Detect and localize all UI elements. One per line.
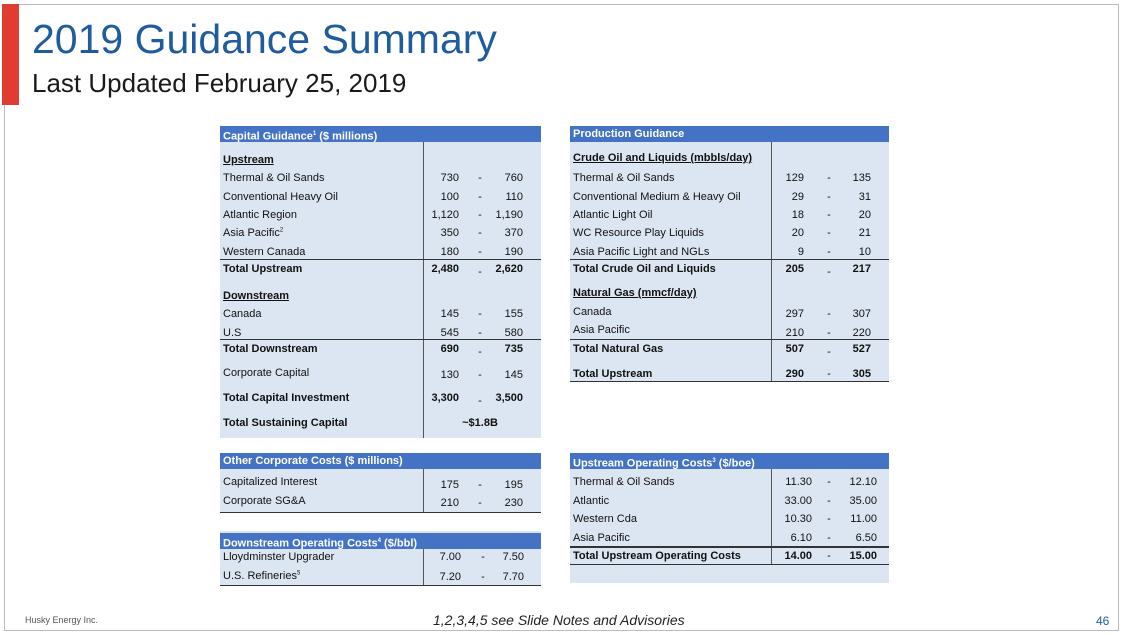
footnote-reference: 1,2,3,4,5 see Slide Notes and Advisories xyxy=(433,612,685,628)
total-downstream-label: Total Downstream xyxy=(223,343,318,355)
capital-guidance-panel xyxy=(220,126,541,438)
range-dash: - xyxy=(827,209,831,221)
range-dash: - xyxy=(478,266,482,278)
range-dash: - xyxy=(827,513,831,525)
range-dash: - xyxy=(478,369,482,381)
range-dash: - xyxy=(478,346,482,358)
range-high: 15.00 xyxy=(849,550,877,562)
table-row-label: Thermal & Oil Sands xyxy=(573,172,675,184)
range-low: 14.00 xyxy=(784,550,812,562)
range-low: 507 xyxy=(785,343,804,355)
table-row-label: Canada xyxy=(223,308,262,320)
range-high: 31 xyxy=(858,191,871,203)
range-low: 18 xyxy=(791,209,804,221)
range-low: 11.30 xyxy=(785,476,812,488)
range-low: 129 xyxy=(785,172,804,184)
capital-header-sup: 1 xyxy=(312,131,317,137)
range-low: 1,120 xyxy=(431,209,459,221)
capital-header-text: Capital Guidance xyxy=(223,130,313,143)
range-high: 580 xyxy=(504,327,523,339)
range-low: 730 xyxy=(440,172,459,184)
range-high: 110 xyxy=(505,191,523,203)
total-natural-gas-label: Total Natural Gas xyxy=(573,343,664,355)
table-row-label: Thermal & Oil Sands xyxy=(573,476,675,488)
range-dash: - xyxy=(827,191,831,203)
range-low: 210 xyxy=(785,327,804,339)
range-high: 135 xyxy=(852,172,871,184)
page-subtitle: Last Updated February 25, 2019 xyxy=(32,68,407,98)
range-dash: - xyxy=(827,308,831,320)
range-high: 195 xyxy=(504,479,523,491)
table-row-label xyxy=(223,570,300,582)
range-high: 527 xyxy=(852,343,871,355)
range-low: 20 xyxy=(791,227,804,239)
production-guidance-header: Production Guidance xyxy=(570,126,889,142)
range-high: 155 xyxy=(504,308,523,320)
range-dash: - xyxy=(478,172,482,184)
range-high: 35.00 xyxy=(849,495,877,507)
total-capital-investment-label: Total Capital Investment xyxy=(223,392,350,404)
downstream-costs-panel xyxy=(220,531,541,586)
range-dash: - xyxy=(827,266,831,278)
range-high: 7.70 xyxy=(502,571,524,583)
range-dash: - xyxy=(478,246,482,258)
table-row-label: Thermal & Oil Sands xyxy=(223,172,325,184)
range-dash: - xyxy=(478,209,482,221)
gas-section-title: Natural Gas (mmcf/day) xyxy=(573,287,697,299)
range-high: 230 xyxy=(504,497,523,509)
page-title: 2019 Guidance Summary xyxy=(32,16,497,62)
range-dash: - xyxy=(827,532,831,544)
range-low: 9 xyxy=(797,246,804,258)
table-row-label: Atlantic Light Oil xyxy=(573,209,653,221)
table-row-label: Western Cda xyxy=(573,513,637,525)
range-high: 1,190 xyxy=(495,209,523,221)
production-guidance-panel xyxy=(570,126,889,382)
company-name: Husky Energy Inc. xyxy=(25,615,99,625)
table-row-label: Atlantic xyxy=(573,495,610,507)
range-low: 7.20 xyxy=(439,571,461,583)
range-high: 760 xyxy=(504,172,523,184)
range-high: 3,500 xyxy=(495,392,523,404)
range-high: 12.10 xyxy=(849,476,877,488)
total-production-upstream-label: Total Upstream xyxy=(573,368,653,380)
range-dash: - xyxy=(827,476,831,488)
table-row-label: Canada xyxy=(573,306,612,318)
range-high: 305 xyxy=(852,368,871,380)
accent-bar xyxy=(2,4,19,105)
upstream-section-title: Upstream xyxy=(223,154,274,166)
upstream-costs-header xyxy=(570,453,889,469)
range-high: 7.50 xyxy=(502,551,524,563)
range-dash: - xyxy=(481,551,485,563)
table-row-label: Capitalized Interest xyxy=(223,476,318,488)
table-row-label: Corporate SG&A xyxy=(223,495,306,507)
table-row-label: Lloydminster Upgrader xyxy=(223,551,335,563)
table-row-label xyxy=(223,227,283,239)
range-low: 145 xyxy=(440,308,459,320)
range-high: 11.00 xyxy=(850,513,877,525)
range-low: 7.00 xyxy=(439,551,461,563)
table-row-label: Asia Pacific xyxy=(573,324,630,336)
range-low: 6.10 xyxy=(790,532,812,544)
crude-section-title: Crude Oil and Liquids (mbbls/day) xyxy=(573,152,753,164)
table-row-label: Asia Pacific Light and NGLs xyxy=(573,246,710,258)
range-high: 145 xyxy=(504,369,523,381)
downstream-header-units: ($/bbl) xyxy=(380,537,418,550)
range-dash: - xyxy=(827,550,831,562)
range-dash: - xyxy=(478,327,482,339)
range-high: 190 xyxy=(504,246,523,258)
range-dash: - xyxy=(478,191,482,203)
table-row-label: Conventional Heavy Oil xyxy=(223,191,338,203)
upstream-header-text: Upstream Operating Costs xyxy=(573,457,713,470)
total-sustaining-capital-label: Total Sustaining Capital xyxy=(223,417,348,429)
range-dash: - xyxy=(827,246,831,258)
range-dash: - xyxy=(478,308,482,320)
table-row-label: Asia Pacific xyxy=(573,532,630,544)
upstream-costs-panel xyxy=(570,453,889,583)
range-dash: - xyxy=(481,571,485,583)
capital-header-units: ($ millions) xyxy=(316,130,378,143)
table-row-label: Conventional Medium & Heavy Oil xyxy=(573,191,741,203)
range-low: 130 xyxy=(440,369,459,381)
range-dash: - xyxy=(478,395,482,407)
range-dash: - xyxy=(478,227,482,239)
panel-bottom-rule xyxy=(220,585,541,586)
table-row-label: WC Resource Play Liquids xyxy=(573,227,704,239)
range-high: 217 xyxy=(852,263,871,275)
downstream-costs-header xyxy=(220,533,541,549)
range-low: 3,300 xyxy=(431,392,459,404)
sustaining-capital-value: ~$1.8B xyxy=(462,417,498,429)
table-row-label: Atlantic Region xyxy=(223,209,297,221)
table-row-label: U.S xyxy=(223,327,242,339)
range-low: 350 xyxy=(440,227,459,239)
range-low: 10.30 xyxy=(784,513,812,525)
upstream-header-units: ($/boe) xyxy=(715,457,755,470)
row-label-text: Asia Pacific xyxy=(223,227,280,239)
total-crude-label: Total Crude Oil and Liquids xyxy=(573,263,716,275)
total-upstream-label: Total Upstream xyxy=(223,263,303,275)
range-dash: - xyxy=(478,497,482,509)
range-dash: - xyxy=(827,227,831,239)
downstream-header-text: Downstream Operating Costs xyxy=(223,537,378,550)
range-dash: - xyxy=(827,346,831,358)
panel-bottom-rule xyxy=(220,512,541,513)
page-number: 46 xyxy=(1096,614,1110,628)
range-low: 100 xyxy=(440,191,459,203)
range-low: 33.00 xyxy=(784,495,812,507)
range-low: 29 xyxy=(791,191,804,203)
row-label-sup: 5 xyxy=(296,570,301,577)
upstream-header-sup: 3 xyxy=(712,458,716,464)
total-rule xyxy=(570,564,889,565)
total-rule xyxy=(570,259,889,260)
downstream-section-title: Downstream xyxy=(223,290,290,302)
range-low: 297 xyxy=(785,308,804,320)
range-low: 205 xyxy=(785,263,804,275)
range-low: 180 xyxy=(440,246,459,258)
range-high: 2,620 xyxy=(495,263,523,275)
total-rule xyxy=(570,546,889,548)
range-dash: - xyxy=(478,479,482,491)
corporate-costs-panel xyxy=(220,453,541,513)
total-rule xyxy=(220,259,541,260)
range-dash: - xyxy=(827,368,831,380)
panel-bottom-rule xyxy=(570,381,889,382)
range-low: 545 xyxy=(440,327,459,339)
range-low: 210 xyxy=(440,497,459,509)
range-low: 175 xyxy=(440,479,459,491)
range-dash: - xyxy=(827,327,831,339)
range-high: 20 xyxy=(858,209,871,221)
range-high: 735 xyxy=(504,343,523,355)
range-low: 690 xyxy=(440,343,459,355)
total-rule xyxy=(220,339,541,340)
downstream-header-sup: 4 xyxy=(377,538,381,544)
range-high: 307 xyxy=(852,308,871,320)
capital-guidance-header xyxy=(220,126,541,142)
table-row-label: Western Canada xyxy=(223,246,306,258)
range-high: 220 xyxy=(852,327,871,339)
range-high: 370 xyxy=(504,227,523,239)
row-label-sup: 2 xyxy=(279,227,284,234)
range-low: 2,480 xyxy=(431,263,459,275)
total-upstream-costs-label: Total Upstream Operating Costs xyxy=(573,550,741,562)
range-high: 21 xyxy=(858,227,871,239)
range-dash: - xyxy=(827,172,831,184)
corporate-costs-header: Other Corporate Costs ($ millions) xyxy=(220,453,541,469)
range-high: 6.50 xyxy=(855,532,877,544)
total-rule xyxy=(570,339,889,340)
corporate-capital-label: Corporate Capital xyxy=(223,367,310,379)
range-low: 290 xyxy=(785,368,804,380)
range-high: 10 xyxy=(858,246,871,258)
range-dash: - xyxy=(827,495,831,507)
row-label-text: U.S. Refineries xyxy=(223,570,297,582)
